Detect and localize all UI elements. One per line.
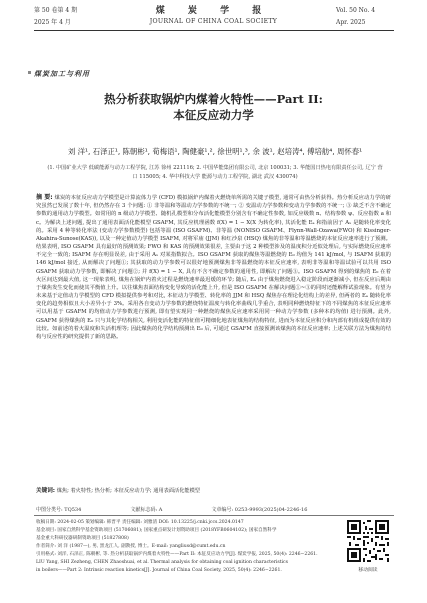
volume-issue-en: Vol. 50 No. 4	[336, 7, 376, 14]
header-rule	[34, 30, 394, 31]
article-number: 文章编号: 0253-9993(2025)04-2246-16	[211, 507, 308, 513]
keywords-label: 关键词:	[36, 488, 56, 494]
citation-en-line1: LIU Yang, SHI Zezheng, CHEN Zhaoshuai, et al. Thermal analysis for obtaining coal ignition characteristics	[36, 560, 288, 565]
abstract	[36, 193, 391, 341]
mobile-reading-label: 移动阅读	[358, 568, 378, 573]
paper-title-line1: 热分析获取锅炉内煤着火特性——Part II:	[104, 92, 323, 106]
journal-name-en: JOURNAL OF CHINA COAL SOCIETY	[149, 18, 278, 25]
keywords	[36, 487, 391, 496]
journal-name-cn: 煤 炭 学 报	[155, 6, 272, 16]
abstract-text: 煤炭的本征反应动力学模型是计算流体力学 (CFD) 模拟锅炉内煤着火燃烧单所需的关键子模型, 通常可由热分析获得。热分析反应动力学的研究虽然已发展了数十年, 但仍然存在 3 个问题: ① 非等温和等温动力学参数的不统一; ② 变温动力学参数和变动力学参数的不统一; ③ 缺乏不含不确定参数的通用动力学模型。如常用的 n 级动力学模型、随机孔模型和分布活化能模型分别含有不确定性参数, 如反应级数 n、结构参数 ψ、反应指数 a 和 c。为解决上述问题, 提出了通用表面活化能模型 GSAFM, 其反应机理函数 f(X) = 1 − X(X 为转化率), 其活化能 Eₐ 和指前因子 Aₓ 是随转化率变化的。采用 4 种等转化率法 (变动力学参数模型) 包括等温 (ISO GSAFM)、非等温 (NONISO GSAFM、Flynn-Wall-Ozawa(FWO) 和 Kissinger-Akahira-Sunose(KAS)), 以及一种定值动力学模型 ISAFM, 对将军庙 (JJM) 和红沙泉 (HSQ) 煤焦的非等温和等温燃烧的本征反应速率进行了预测。结果表明, ISO GSAFM 具有最好的预测效果; FWO 和 KAS 的预测效果很差, 主要由于这 2 种模型涉及的温度积分近似处理后, 与实际燃烧反应速率不完全一致的; ISAFM 存在明显误差, 由于采用 Aₓ 对某指数拟合。ISO GSAFM 获取的煤焦等温燃烧的 E₀ 均值为 141 kJ/mol, 与 ISAFM 获取的 146 kJ/mol 接近, 从而解决了问题①; 其获取的动力学参数可以很好地预测煤焦非等温燃烧的本征反应速率, 表明非等温和等温试验可以共用 ISO GSAFM 获取动力学参数, 即解决了问题②; 并 f(X) = 1 − X, 具有不含不确定参数的通用性, 即解决了问题③。ISO GSAFM 得到的煤焦的 E₀ 在着火区间达到最大值, 这一现象表明, 煤焦在锅炉内着火过程是燃烧速率最迟缓的环节; 随后, Eₐ 由于煤焦燃烧进入稳定阶段而逐渐减小, 但在反应后期由于煤焦发生变化而使其平衡值上升。以往煤焦表面结构变化导致的活化能上升, 但是 ISO GSAFM 在解决问题①~③的同时还能解释试验现象。有望为未来基于定值动力学模型的 CFD 模拟提供参考和对比, 本征动力学模型、转化率的 JJM 和 HSQ 煤焦存在理论化结构上的差异, 但两者的 Eₐ 随转化率变化的趋势相似且大小差异小于 3%。采用各自变动力学参数的燃烧特征温度与转化率曲线几乎重合, 表明同种燃烧特征下的不同煤焦的本征反应速率可以用基于 GSAFM 的均值动力学参数进行预测, 即有望实现同一种燃烧的煤焦反应速率采用同一种动力学参数 (多种本的均值) 进行预测。此外, GSAFM 获得煤焦的 E₀ 只与其化学结构相关, 利用变活化能的特征值可精细化地表征煤焦的结构特征, 进而为本征反应积分和内部有机组成提供有效的比较。如前述的着火温度和失活机理等; 因此煤焦的化学结构预测出 E₀ 后, 可通过 GSAFM 直接预测该煤焦的本征反应速率; 上述关联方法为煤焦的结构与反应性的研究提供了新的思路。	[36, 195, 391, 340]
document-code: 文献标志码: A	[130, 507, 163, 513]
journal-header	[0, 0, 427, 62]
abstract-label: 摘 要:	[36, 194, 53, 201]
date-cn: 2025 年 4 月	[34, 19, 71, 26]
funding-info: 基金项目: 国家自然科学基金资助项目 (51706081); 国家重点研发计划资助项目 (2018YFB0604102); 国家自然科学	[36, 528, 277, 533]
clc-number: 中图分类号: TQ534	[36, 507, 82, 513]
affiliation-line1: (1. 中国矿业大学 低碳能源与动力工程学院, 江苏 徐州 221116; 2. 中国华能集团有限公司, 北京 100031; 3. 华能国日热电有限责任公司, 辽宁 营	[47, 165, 383, 171]
citation-cn: 引用格式: 刘洋, 石泽正, 陈朝彬, 等. 热分析获取锅炉内煤着火特性——Part II: 本征反应动力学[J]. 煤炭学报, 2025, 50(4): 2246−2261.	[36, 552, 318, 557]
citation-en-line2: in boilers——Part 2: Intrinsic reaction kinetics[J]. Journal of China Coal Society, 2025, 50(4): 2246−2261.	[36, 568, 282, 573]
qr-code[interactable]	[347, 520, 389, 562]
footnote-rule	[34, 515, 394, 516]
section-label: 煤炭加工与利用	[34, 69, 90, 78]
affiliation-line2: 口 115005; 4. 华中科技大学 能源与动力工程学院, 湖北 武汉 430074)	[132, 174, 298, 180]
author-bio: 作者简介: 刘 洋 (1987—), 男, 黑龙江人, 副教授, 博士。E-mail: yangliusd@cumt.edu.cn	[36, 544, 226, 549]
volume-issue-cn: 第 50 卷第 4 期	[34, 7, 78, 14]
funding-info-cont: 基金重大科研仪器研制资助项目 (51827808)	[36, 536, 129, 541]
date-en: Apr. 2025	[336, 19, 366, 26]
keywords-text: 煤焦; 着火特性; 热分析; 本征反应动力学; 通用表面活化能模型	[56, 488, 200, 494]
author-list: 刘 洋¹, 石泽正¹, 陈朝彬¹, 荀梅语¹, 陶健豪¹,², 徐世明¹,³, 余 波¹, 赵培涛⁴, 傅培舫⁴, 周怀春¹	[67, 147, 363, 156]
received-info: 收稿日期: 2024-02-05 策划编辑: 韩晋平 责任编辑: 刘雅清 DOI: 10.13225/j.cnki.jccs.2024.0147	[36, 520, 244, 525]
classification-row	[36, 506, 391, 513]
paper-title-line2: 本征反应动力学	[173, 108, 254, 122]
